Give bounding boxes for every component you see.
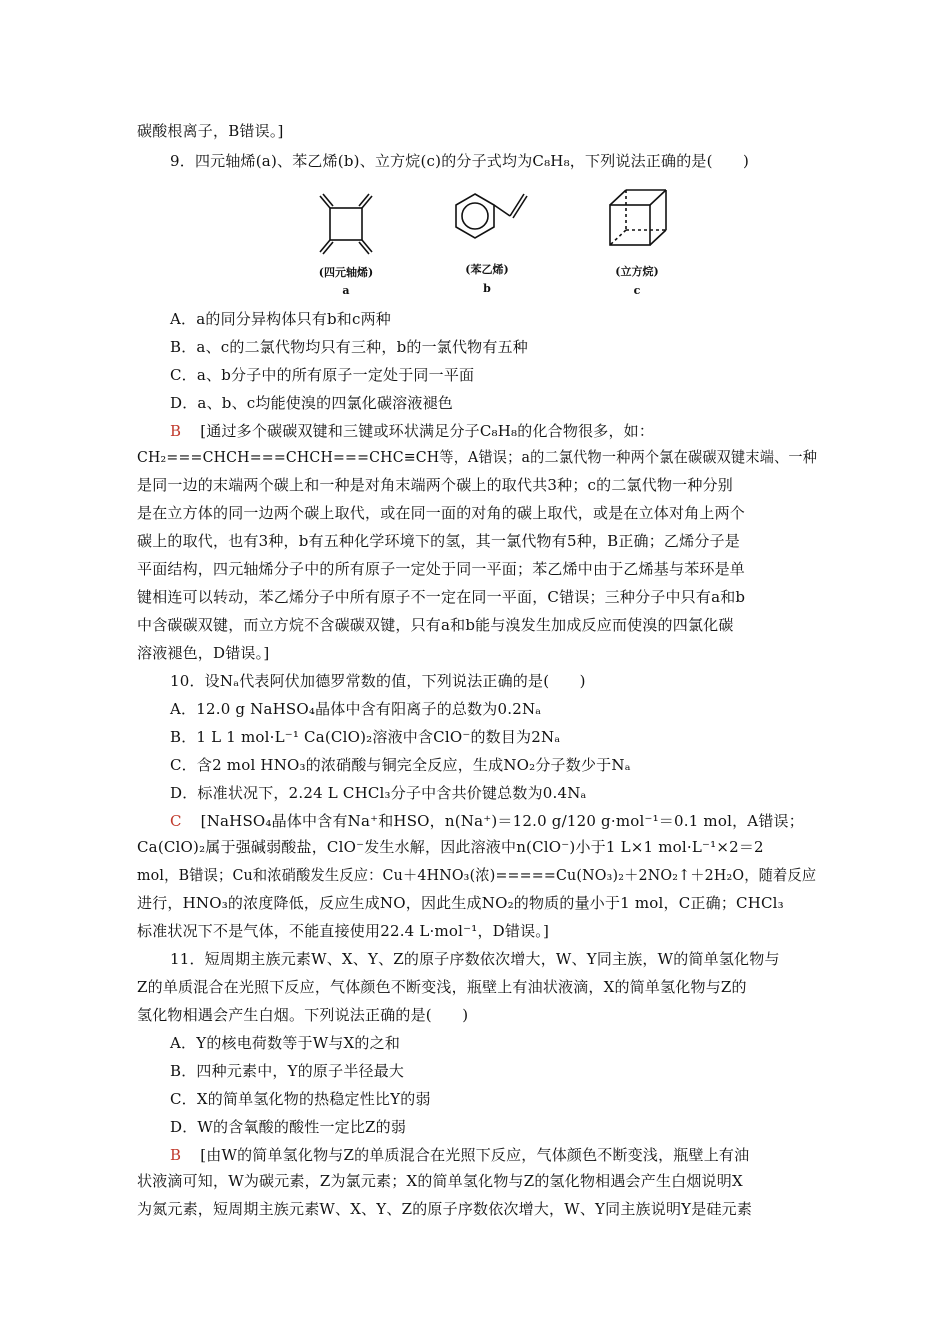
text-line: 碳酸根离子，B错误。] bbox=[137, 122, 284, 140]
answer-line: CH₂===CHCH===CHCH===CHC≡CH等，A错误；a的二氯代物一种两个氯在碳碳双键末端、一种 bbox=[137, 448, 818, 466]
option-b: B．1 L 1 mol·L⁻¹ Ca(ClO)₂溶液中含ClO⁻的数目为2Nₐ bbox=[170, 728, 561, 746]
answer-label: C bbox=[170, 812, 182, 830]
option-c: C．含2 mol HNO₃的浓硝酸与铜完全反应，生成NO₂分子数少于Nₐ bbox=[170, 756, 631, 774]
answer-text: [NaHSO₄晶体中含有Na⁺和HSO，n(Na⁺)＝12.0 g/120 g·mol⁻¹＝0.1 mol，A错误； bbox=[200, 812, 804, 830]
option-c: C．a、b分子中的所有原子一定处于同一平面 bbox=[170, 366, 475, 384]
option-d: D．W的含氧酸的酸性一定比Z的弱 bbox=[170, 1118, 407, 1136]
answer-line: 键相连可以转动，苯乙烯分子中所有原子不一定在同一平面，C错误；三种分子中只有a和b bbox=[137, 588, 746, 606]
option-d: D．a、b、c均能使溴的四氯化碳溶液褪色 bbox=[170, 394, 453, 412]
answer-line: 是同一边的末端两个碳上和一种是对角末端两个碳上的取代共3种；c的二氯代物一种分别 bbox=[137, 476, 733, 494]
answer-line: 碳上的取代，也有3种，b有五种化学环境下的氢，其一氯代物有5种，B正确；乙烯分子是 bbox=[137, 532, 740, 550]
label-a: a bbox=[342, 284, 350, 297]
answer-line: Ca(ClO)₂属于强碱弱酸盐，ClO⁻发生水解，因此溶液中n(ClO⁻)小于1 L×1 mol·L⁻¹×2＝2 bbox=[137, 838, 764, 856]
label-c: c bbox=[633, 284, 641, 297]
option-b: B．四种元素中，Y的原子半径最大 bbox=[170, 1062, 405, 1080]
question-11-line: Z的单质混合在光照下反应，气体颜色不断变浅，瓶壁上有油状液滴，X的简单氢化物与Z的 bbox=[137, 978, 747, 996]
answer-line: 进行，HNO₃的浓度降低，反应生成NO，因此生成NO₂的物质的量小于1 mol，C正确；CHCl₃ bbox=[137, 894, 784, 912]
cyclobutane-ring bbox=[330, 208, 362, 240]
question-11-line: 氢化物相遇会产生白烟。下列说法正确的是( ) bbox=[137, 1006, 469, 1024]
answer-label: B bbox=[170, 422, 182, 440]
question-10-stem: 10．设Nₐ代表阿伏加德罗常数的值，下列说法正确的是( ) bbox=[170, 672, 586, 690]
option-d: D．标准状况下，2.24 L CHCl₃分子中含共价键总数为0.4Nₐ bbox=[170, 784, 587, 802]
answer-line: 是在立方体的同一边两个碳上取代，或在同一面的对角的碳上取代，或是在立体对角上两个 bbox=[137, 504, 746, 522]
answer-line: 中含碳碳双键，而立方烷不含碳碳双键，只有a和b能与溴发生加成反应而使溴的四氯化碳 bbox=[137, 616, 734, 634]
answer-line: 平面结构，四元轴烯分子中的所有原子一定处于同一平面；苯乙烯中由于乙烯基与苯环是单 bbox=[137, 560, 746, 578]
answer-11-first-line bbox=[170, 1142, 817, 1168]
question-9-stem: 9．四元轴烯(a)、苯乙烯(b)、立方烷(c)的分子式均为C₈H₈，下列说法正确的是( ) bbox=[170, 152, 750, 170]
option-a: A．12.0 g NaHSO₄晶体中含有阳离子的总数为0.2Nₐ bbox=[170, 700, 542, 718]
question-11-stem: 11．短周期主族元素W、X、Y、Z的原子序数依次增大，W、Y同主族，W的简单氢化物与 bbox=[170, 950, 780, 968]
option-c: C．X的简单氢化物的热稳定性比Y的弱 bbox=[170, 1090, 431, 1108]
answer-label: B bbox=[170, 1146, 182, 1164]
answer-line: 溶液褪色，D错误。] bbox=[137, 644, 270, 662]
answer-10-first-line bbox=[170, 808, 817, 834]
option-a: A．Y的核电荷数等于W与X的之和 bbox=[170, 1034, 401, 1052]
answer-9-first-line bbox=[170, 418, 817, 444]
answer-text: [由W的简单氢化物与Z的单质混合在光照下反应，气体颜色不断变浅，瓶壁上有油 bbox=[200, 1146, 750, 1164]
option-a: A．a的同分异构体只有b和c两种 bbox=[170, 310, 391, 328]
answer-line: 状液滴可知，W为碳元素，Z为氯元素；X的简单氢化物与Z的氢化物相遇会产生白烟说明X bbox=[137, 1172, 743, 1190]
caption-a: (四元轴烯) bbox=[318, 266, 374, 279]
caption-c: (立方烷) bbox=[615, 265, 659, 278]
answer-line: 标准状况下不是气体，不能直接使用22.4 L·mol⁻¹，D错误。] bbox=[137, 922, 550, 940]
answer-text: [通过多个碳碳双键和三键或环状满足分子C₈H₈的化合物很多，如： bbox=[200, 422, 655, 440]
answer-line: 为氮元素，短周期主族元素W、X、Y、Z的原子序数依次增大，W、Y同主族说明Y是硅元素 bbox=[137, 1200, 753, 1218]
option-b: B．a、c的二氯代物均只有三种，b的一氯代物有五种 bbox=[170, 338, 528, 356]
molecule-figure bbox=[300, 180, 680, 305]
label-b: b bbox=[483, 282, 491, 295]
answer-line: mol，B错误；Cu和浓硝酸发生反应：Cu＋4HNO₃(浓)=====Cu(NO₃)₂＋2NO₂↑＋2H₂O，随着反应 bbox=[137, 866, 817, 884]
caption-b: (苯乙烯) bbox=[465, 263, 509, 276]
